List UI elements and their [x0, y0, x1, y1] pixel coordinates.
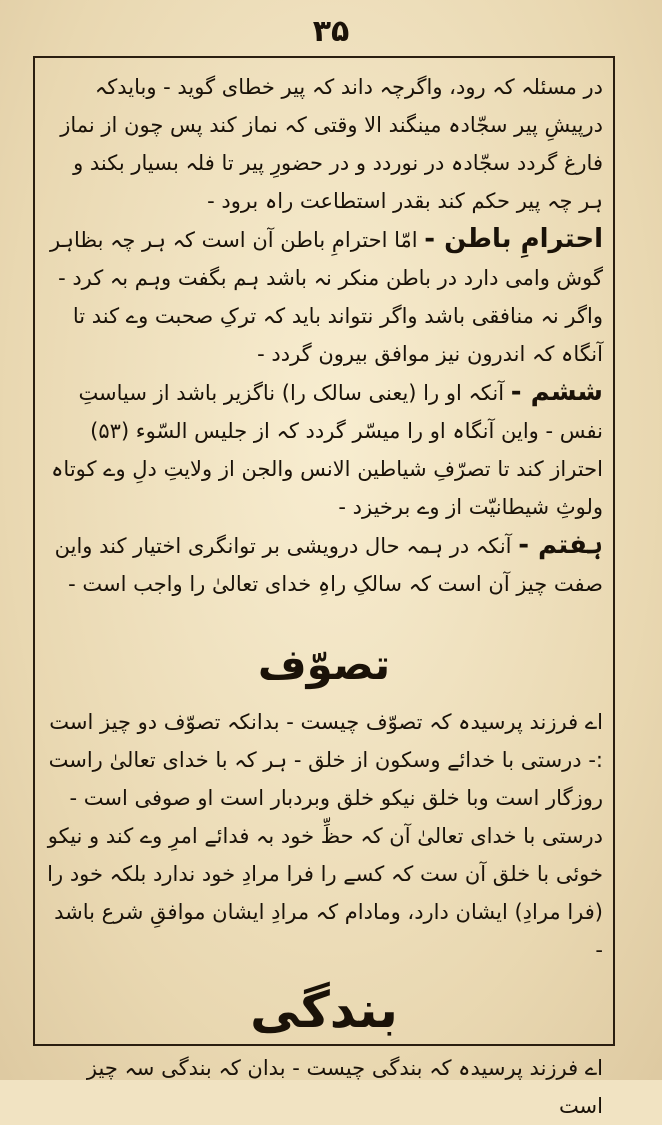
sixth-paragraph — [45, 373, 603, 526]
opening-paragraph: در مسئلہ کہ رود، واگرچہ داند کہ پیر خطای گوید - وبایدکہ درپیشِ پیر سجّادہ مینگند الا وقتی کہ نماز کند پس چون از نماز فارغ گردد سجّادہ در نوردد و در حضورِ پیر تا فلہ بسیار بکند و ہر چہ پیر حکم کند بقدر استطاعت راہ برود - — [60, 75, 603, 213]
tasawwuf-paragraph: اے فرزند پرسیدہ کہ تصوّف چیست - بدانکہ تصوّف دو چیز است :- درستی با خدائے وسکون از خلق - ہر کہ با خدای تعالیٰ راست روزگار است وبا خلق نیکو خلق وبردبار است او صوفی است - درستی با خدای تعالیٰ آن کہ حظِّ خود بہ فدائے امرِ وے کند و نیکو خوئی با خلق آن ست کہ کسے را فرا مرادِ خود ندارد بلکہ خود را (فرا مرادِ) ایشان دارد، ومادام کہ مرادِ ایشان موافقِ شرع باشد - — [47, 710, 603, 962]
inner-respect-body: امّا احترامِ باطن آن است کہ ہر چہ بظاہر گوش وامی دارد در باطن منکر نہ باشد ہم بگفت وہم بہ کرد - واگر نہ منافقی باشد واگر نتواند باید کہ ترکِ صحبت وے کند تا آنگاہ کہ اندرون نیز موافق بیرون گردد - — [50, 228, 603, 366]
sixth-body: آنکہ او را (یعنی سالک را) ناگزیر باشد از سیاستِ نفس - واین آنگاہ او را میسّر گردد کہ از جلیس السّوء (۵۳) احتراز کند تا تصرّفِ شیاطین الانس والجن از ولایتِ دلِ وے کوتاہ ولوثِ شیطانیّت از وے برخیزد - — [51, 381, 603, 519]
tasawwuf-heading: تصوّف — [257, 640, 391, 689]
sixth-heading: ششم - — [510, 377, 603, 407]
seventh-body: آنکہ در ہمہ حال درویشی بر توانگری اختیار کند واین صفت چیز آن است کہ سالکِ راہِ خدای تعالیٰ را واجب است - — [54, 534, 603, 596]
page-content — [45, 68, 603, 1118]
seventh-paragraph — [45, 526, 603, 603]
text-frame — [33, 56, 615, 1118]
bandagi-heading: بندگی — [250, 981, 398, 1039]
inner-respect-heading: احترامِ باطن - — [424, 224, 603, 254]
seventh-heading: ہفتم - — [518, 530, 603, 560]
page-number: ۳۵ — [312, 14, 350, 49]
inner-respect-paragraph — [45, 220, 603, 373]
bandagi-paragraph: اے فرزند پرسیدہ کہ بندگی چیست - بدان کہ بندگی سہ چیز است — [86, 1056, 603, 1118]
